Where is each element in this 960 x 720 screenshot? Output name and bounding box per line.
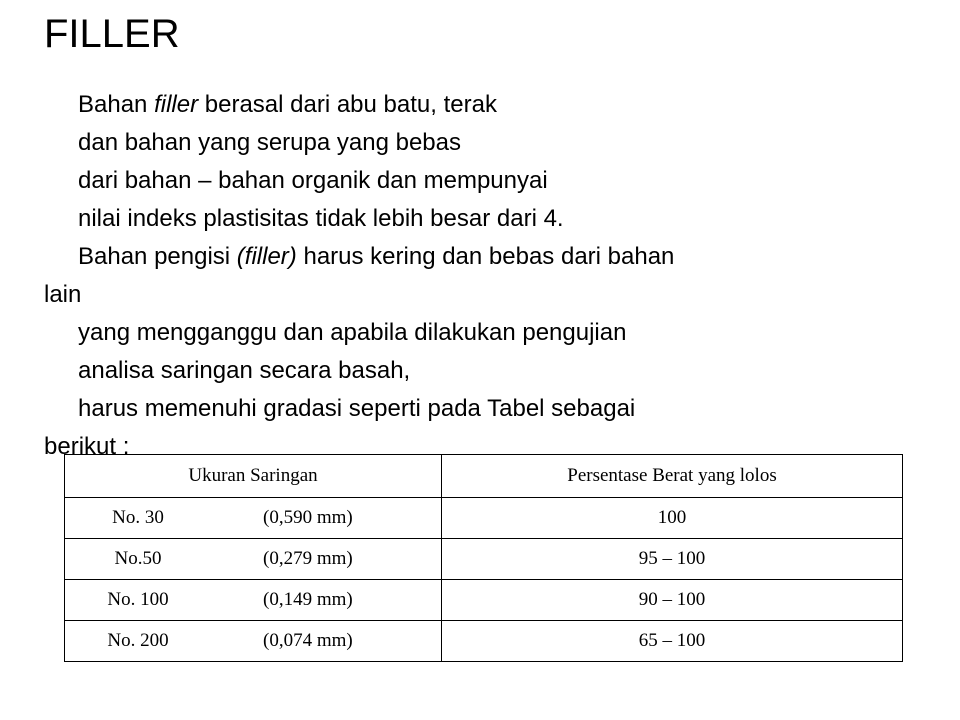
sieve-number: No. 100 xyxy=(107,589,169,610)
sieve-size-cell xyxy=(65,580,442,621)
paragraph-line: dari bahan – bahan organik dan mempunyai xyxy=(78,167,548,194)
paragraph-line: harus memenuhi gradasi seperti pada Tabel sebagai xyxy=(78,395,636,422)
text-run: Bahan xyxy=(78,91,155,118)
text-run: berasal dari abu batu, terak xyxy=(198,91,497,118)
gradation-table xyxy=(64,454,903,662)
table-row xyxy=(65,498,903,539)
sieve-number: No.50 xyxy=(114,548,162,569)
column-header-sieve-size: Ukuran Saringan xyxy=(65,455,442,498)
paragraph-line: lain xyxy=(44,281,82,308)
table-row xyxy=(65,580,903,621)
italic-term: (filler) xyxy=(236,243,297,270)
table-header-row xyxy=(65,455,903,498)
page-title: FILLER xyxy=(44,12,180,56)
paragraph-line: analisa saringan secara basah, xyxy=(78,357,411,384)
text-run: harus kering dan bebas dari bahan xyxy=(296,243,675,270)
percent-passing-cell: 95 – 100 xyxy=(442,539,903,580)
paragraph-line xyxy=(44,238,904,276)
table-row xyxy=(65,539,903,580)
paragraph-line: berikut : xyxy=(44,433,130,460)
sieve-size-cell xyxy=(65,498,442,539)
percent-passing-cell: 65 – 100 xyxy=(442,621,903,662)
body-paragraph xyxy=(44,86,904,466)
sieve-number: No. 200 xyxy=(107,630,169,651)
sieve-opening: (0,590 mm) xyxy=(263,507,353,528)
sieve-opening: (0,149 mm) xyxy=(263,589,353,610)
italic-term: filler xyxy=(154,91,199,118)
sieve-size-cell xyxy=(65,539,442,580)
paragraph-line xyxy=(44,86,904,124)
sieve-opening: (0,074 mm) xyxy=(263,630,353,651)
paragraph-line: dan bahan yang serupa yang bebas xyxy=(78,129,461,156)
paragraph-line: nilai indeks plastisitas tidak lebih besar dari 4. xyxy=(78,205,564,232)
column-header-percent-passing: Persentase Berat yang lolos xyxy=(442,455,903,498)
sieve-opening: (0,279 mm) xyxy=(263,548,353,569)
gradation-table-container xyxy=(64,454,903,662)
table-row xyxy=(65,621,903,662)
sieve-number: No. 30 xyxy=(112,507,164,528)
paragraph-line: yang mengganggu dan apabila dilakukan pengujian xyxy=(78,319,627,346)
sieve-size-cell xyxy=(65,621,442,662)
percent-passing-cell: 100 xyxy=(442,498,903,539)
percent-passing-cell: 90 – 100 xyxy=(442,580,903,621)
text-run: Bahan pengisi xyxy=(78,243,237,270)
